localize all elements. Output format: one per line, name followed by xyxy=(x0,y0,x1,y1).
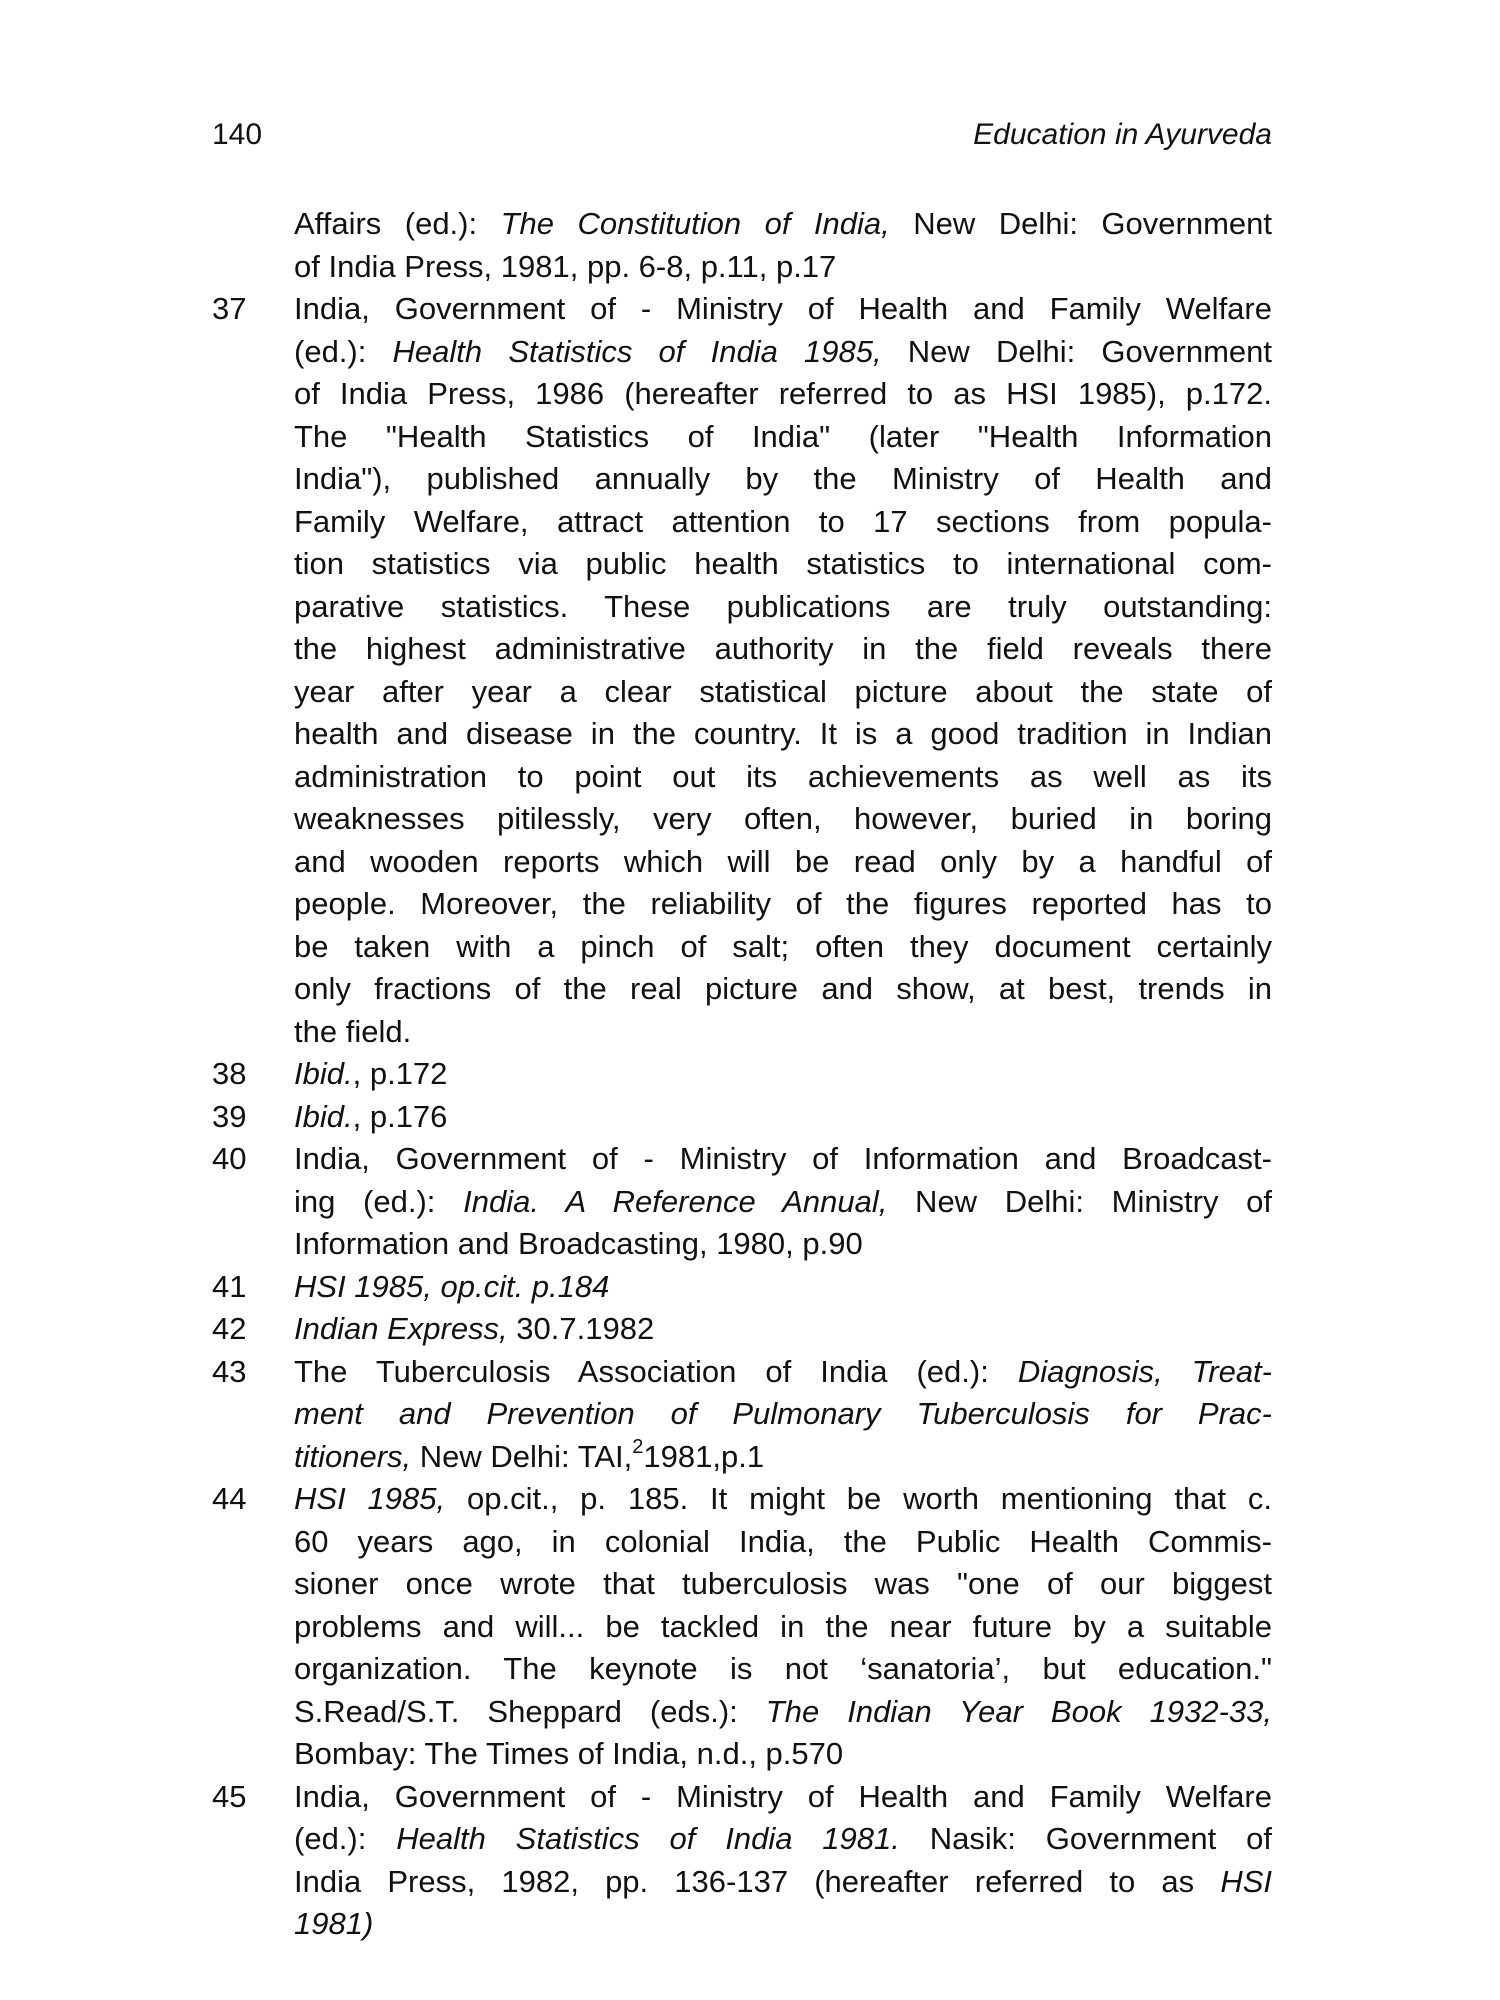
note-line: HSI 1985, op.cit. p.184 xyxy=(294,1268,610,1304)
endnote-number: 37 xyxy=(212,291,247,326)
endnote-45 xyxy=(212,1776,1272,1946)
endnote-body xyxy=(294,203,1272,288)
note-line: administration to point out its achievements as well as its xyxy=(294,758,1272,794)
endnote-number: 40 xyxy=(212,1141,247,1176)
page-number: 140 xyxy=(212,118,263,151)
note-line: the field. xyxy=(294,1013,412,1049)
endnote-body xyxy=(294,1351,1272,1479)
endnote-body xyxy=(294,1776,1272,1946)
note-line: only fractions of the real picture and show, at best, trends in xyxy=(294,971,1272,1006)
endnote-body xyxy=(294,1266,1272,1309)
note-line: India Press, 1982, pp. 136-137 (hereafter referred to as HSI xyxy=(294,1863,1272,1899)
note-line: HSI 1985, op.cit., p. 185. It might be worth mentioning that c. xyxy=(294,1481,1272,1516)
note-line: Family Welfare, attract attention to 17 sections from popula- xyxy=(294,503,1272,539)
note-line: parative statistics. These publications are truly outstanding: xyxy=(294,588,1272,624)
note-line: sioner once wrote that tuberculosis was "one of our biggest xyxy=(294,1566,1272,1601)
endnote-37 xyxy=(212,288,1272,1053)
note-line: India, Government of - Ministry of Health and Family Welfare xyxy=(294,1778,1272,1814)
running-head xyxy=(212,118,1272,158)
endnote-body xyxy=(294,1138,1272,1266)
note-line: Ibid., p.176 xyxy=(294,1098,448,1134)
note-line: The Tuberculosis Association of India (ed.): Diagnosis, Treat- xyxy=(294,1353,1272,1389)
endnote-43 xyxy=(212,1351,1272,1479)
note-line: The "Health Statistics of India" (later "Health Information xyxy=(294,418,1272,454)
endnote-body xyxy=(294,1053,1272,1096)
endnote-42 xyxy=(212,1308,1272,1351)
endnote-body xyxy=(294,1478,1272,1776)
note-line: Indian Express, 30.7.1982 xyxy=(294,1311,655,1346)
note-line: (ed.): Health Statistics of India 1985, New Delhi: Government xyxy=(294,333,1273,369)
endnote-body xyxy=(294,288,1272,1053)
note-line: S.Read/S.T. Sheppard (eds.): The Indian Year Book 1932-33, xyxy=(294,1693,1272,1729)
endnote-number: 38 xyxy=(212,1056,247,1091)
endnote-body xyxy=(294,1308,1272,1351)
note-line: ing (ed.): India. A Reference Annual, New Delhi: Ministry of xyxy=(294,1183,1272,1219)
endnote-body xyxy=(294,1096,1272,1139)
note-line: the highest administrative authority in the field reveals there xyxy=(294,631,1272,666)
note-line: Affairs (ed.): The Constitution of India, New Delhi: Government xyxy=(294,206,1273,241)
note-line: and wooden reports which will be read only by a handful of xyxy=(294,843,1272,879)
note-line: 60 years ago, in colonial India, the Public Health Commis- xyxy=(294,1523,1272,1559)
note-line: tion statistics via public health statistics to international com- xyxy=(294,546,1272,581)
endnote-38 xyxy=(212,1053,1272,1096)
note-line: year after year a clear statistical picture about the state of xyxy=(294,673,1272,709)
note-line: people. Moreover, the reliability of the figures reported has to xyxy=(294,886,1272,921)
note-line: of India Press, 1986 (hereafter referred to as HSI 1985), p.172. xyxy=(294,376,1272,411)
endnote-number: 41 xyxy=(212,1268,247,1304)
note-line: Information and Broadcasting, 1980, p.90 xyxy=(294,1226,863,1261)
note-line: problems and will... be tackled in the near future by a suitable xyxy=(294,1608,1272,1644)
endnote-40 xyxy=(212,1138,1272,1266)
endnote-39 xyxy=(212,1096,1272,1139)
superscript-edition: 2 xyxy=(632,1435,644,1458)
running-title: Education in Ayurveda xyxy=(973,118,1272,151)
endnote-continuation xyxy=(212,203,1272,288)
endnote-number: 44 xyxy=(212,1481,247,1516)
note-line: (ed.): Health Statistics of India 1981. Nasik: Government of xyxy=(294,1821,1272,1856)
note-line: health and disease in the country. It is a good tradition in Indian xyxy=(294,716,1272,751)
endnote-number: 42 xyxy=(212,1311,247,1346)
note-line: titioners, New Delhi: TAI,$^2$1981,p.1 xyxy=(294,1435,765,1474)
note-line: Ibid., p.172 xyxy=(294,1056,448,1091)
note-line: India, Government of - Ministry of Information and Broadcast- xyxy=(294,1141,1272,1176)
endnotes-list xyxy=(212,203,1272,1946)
note-line: ment and Prevention of Pulmonary Tuberculosis for Prac- xyxy=(294,1396,1272,1431)
note-line: organization. The keynote is not ‘sanatoria’, but education." xyxy=(294,1651,1272,1686)
note-line: 1981) xyxy=(294,1906,374,1941)
note-line: be taken with a pinch of salt; often they document certainly xyxy=(294,928,1272,964)
endnote-41 xyxy=(212,1266,1272,1309)
note-line: India"), published annually by the Ministry of Health and xyxy=(294,461,1272,496)
endnote-number: 45 xyxy=(212,1778,247,1814)
note-line: India, Government of - Ministry of Health and Family Welfare xyxy=(294,291,1272,326)
note-line: weaknesses pitilessly, very often, however, buried in boring xyxy=(294,801,1272,836)
note-line: Bombay: The Times of India, n.d., p.570 xyxy=(294,1736,844,1771)
endnote-44 xyxy=(212,1478,1272,1776)
endnote-number: 39 xyxy=(212,1098,247,1134)
endnote-number: 43 xyxy=(212,1353,247,1389)
note-line: of India Press, 1981, pp. 6-8, p.11, p.17 xyxy=(294,248,837,284)
